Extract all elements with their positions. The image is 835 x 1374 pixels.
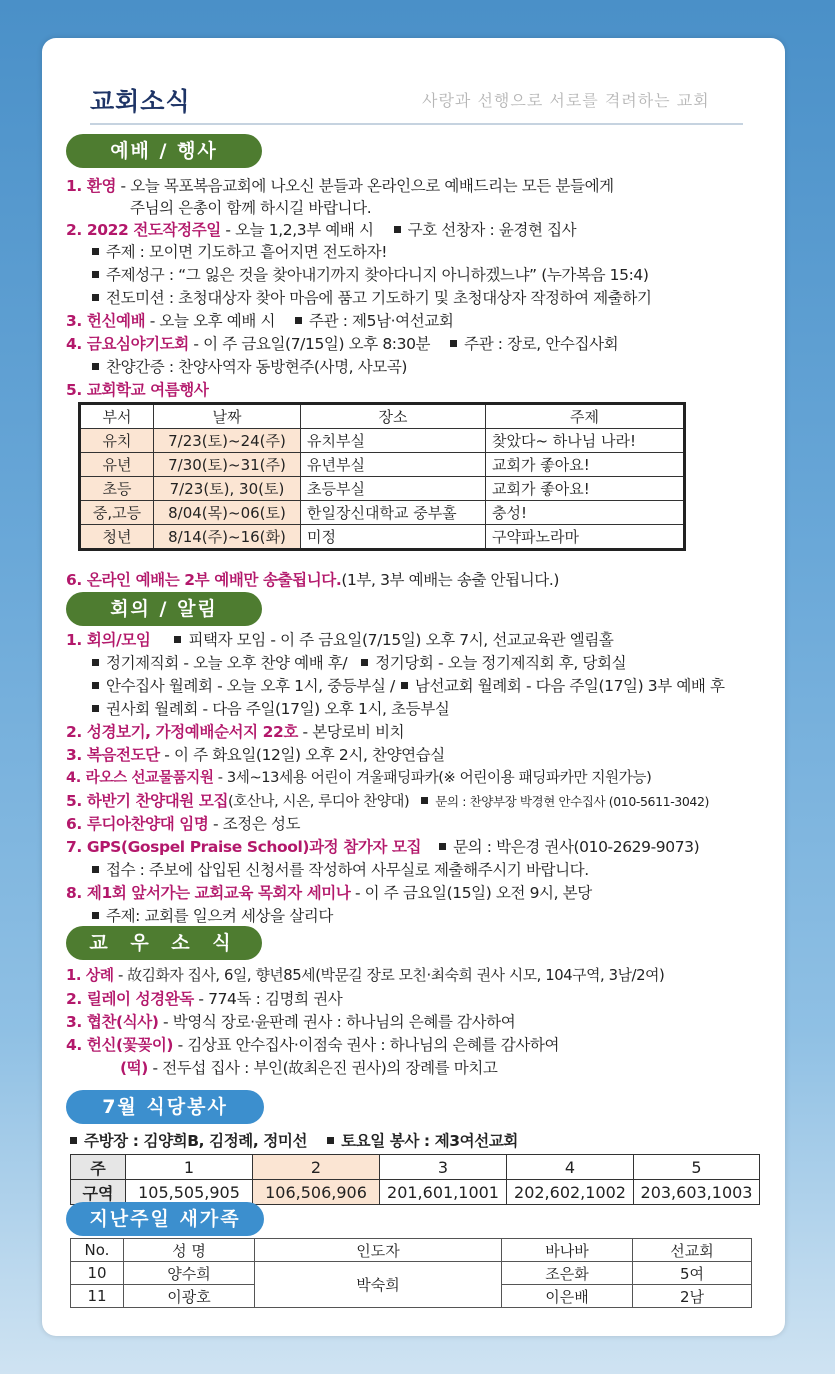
table-cell: 1 — [126, 1155, 253, 1180]
table-cell: 202,602,1002 — [507, 1180, 634, 1205]
table-cell: 이은배 — [502, 1285, 633, 1308]
members-item-2: 2. 릴레이 성경완독 - 774독 : 김명희 권사 — [66, 990, 343, 1008]
table-cell: 구약파노라마 — [486, 525, 685, 550]
table-cell: 교회가 좋아요! — [486, 453, 685, 477]
table-cell: 8/04(목)~06(토) — [154, 501, 301, 525]
table-header: 주제 — [486, 404, 685, 429]
worship-item-5: 5. 교회학교 여름행사 — [66, 381, 209, 399]
members-item-4a: (떡) - 전두섭 집사 : 부인(故최은진 권사)의 장례를 마치고 — [120, 1059, 498, 1077]
table-cell: 유년 — [80, 453, 154, 477]
page-title: 교회소식 — [90, 87, 191, 116]
table-row — [80, 477, 685, 501]
bullet-icon — [401, 682, 408, 689]
meeting-item-7: 7. GPS(Gospel Praise School)과정 참가자 모집 문의 : 박은경 권사(010-2629-9073) — [66, 838, 700, 856]
table-row — [80, 429, 685, 453]
worship-item-3: 3. 헌신예배 - 오늘 오후 예배 시 주관 : 제5남·여선교회 — [66, 312, 454, 330]
worship-item-4: 4. 금요심야기도회 - 이 주 금요일(7/15일) 오후 8:30분 주관 : 장로, 안수집사회 — [66, 335, 619, 353]
meal-schedule-table — [70, 1154, 760, 1205]
table-cell: 교회가 좋아요! — [486, 477, 685, 501]
bullet-icon — [92, 363, 99, 370]
page-subtitle: 사랑과 선행으로 서로를 격려하는 교회 — [422, 91, 710, 110]
new-family-table — [70, 1238, 752, 1308]
section-meal-heading: 7월 식당봉사 — [66, 1090, 264, 1124]
table-cell: 양수희 — [124, 1262, 255, 1285]
table-cell: 203,603,1003 — [634, 1180, 760, 1205]
bullet-icon — [361, 659, 368, 666]
bullet-icon — [92, 271, 99, 278]
table-cell: 이광호 — [124, 1285, 255, 1308]
members-item-4: 4. 헌신(꽃꽂이) - 김상표 안수집사·이점숙 권사 : 하나님의 은혜를 감사하여 — [66, 1036, 560, 1054]
bullet-icon — [92, 866, 99, 873]
table-cell: 조은화 — [502, 1262, 633, 1285]
table-header: 장소 — [301, 404, 486, 429]
table-cell: 청년 — [80, 525, 154, 550]
bullet-icon — [92, 659, 99, 666]
bullet-icon — [327, 1137, 334, 1144]
members-item-1: 1. 상례 - 故김화자 집사, 6일, 향년85세(박문길 장로 모친·최숙희 권사 시모, 104구역, 3남/2여) — [66, 967, 665, 984]
table-cell: 미정 — [301, 525, 486, 550]
meeting-item-5: 5. 하반기 찬양대원 모집(호산나, 시온, 루디아 찬양대) 문의 : 찬양부장 박경현 안수집사 (010-5611-3042) — [66, 792, 709, 810]
table-cell: 7/23(토)~24(주) — [154, 429, 301, 453]
bullet-icon — [174, 636, 181, 643]
meeting-item-1: 1. 회의/모임 피택자 모임 - 이 주 금요일(7/15일) 오후 7시, 선교교육관 엘림홀 — [66, 631, 614, 649]
table-header: No. — [71, 1239, 124, 1262]
meeting-item-1b: 안수집사 월례회 - 오늘 오후 1시, 중등부실 / 남선교회 월례회 - 다음 주일(17일) 3부 예배 후 — [90, 674, 725, 696]
meeting-item-1c: 권사회 월례회 - 다음 주일(17일) 오후 1시, 초등부실 — [90, 697, 449, 719]
bullet-icon — [92, 682, 99, 689]
table-header: 구역 — [71, 1180, 126, 1205]
worship-item-2-theme: 주제 : 모이면 기도하고 흩어지면 전도하자! — [90, 240, 387, 262]
section-newfamily-heading: 지난주일 새가족 — [66, 1202, 264, 1236]
table-cell: 중,고등 — [80, 501, 154, 525]
school-event-table — [78, 402, 686, 551]
bullet-icon — [295, 317, 302, 324]
table-row — [71, 1180, 760, 1205]
table-cell: 유년부실 — [301, 453, 486, 477]
worship-item-1: 1. 환영 - 오늘 목포복음교회에 나오신 분들과 온라인으로 예배드리는 모든 분들에게 — [66, 177, 614, 195]
worship-item-6: 6. 온라인 예배는 2부 예배만 송출됩니다.(1부, 3부 예배는 송출 안됩니다.) — [66, 571, 560, 589]
bullet-icon — [92, 248, 99, 255]
table-row — [80, 453, 685, 477]
members-item-3: 3. 협찬(식사) - 박영식 장로·윤판례 권사 : 하나님의 은혜를 감사하여 — [66, 1013, 516, 1031]
table-cell: 박숙희 — [255, 1262, 502, 1308]
bullet-icon — [450, 340, 457, 347]
table-header-row — [80, 404, 685, 429]
meal-info: 주방장 : 김양희B, 김정례, 정미선 토요일 봉사 : 제3여선교회 — [68, 1129, 518, 1151]
table-cell: 7/23(토), 30(토) — [154, 477, 301, 501]
table-row — [80, 501, 685, 525]
section-members-heading: 교 우 소 식 — [66, 926, 262, 960]
meeting-item-8a: 주제: 교회를 일으켜 세상을 살리다 — [90, 904, 333, 926]
worship-item-1-cont: 주님의 은총이 함께 하시길 바랍니다. — [130, 199, 372, 217]
table-cell: 201,601,1001 — [380, 1180, 507, 1205]
table-cell: 한일장신대학교 중부홀 — [301, 501, 486, 525]
bulletin-card — [42, 38, 785, 1336]
meeting-item-3: 3. 복음전도단 - 이 주 화요일(12일) 오후 2시, 찬양연습실 — [66, 746, 445, 764]
table-cell: 초등부실 — [301, 477, 486, 501]
title-divider — [90, 123, 743, 125]
bullet-icon — [92, 912, 99, 919]
table-cell: 11 — [71, 1285, 124, 1308]
table-header: 날짜 — [154, 404, 301, 429]
worship-item-2: 2. 2022 전도작정주일 - 오늘 1,2,3부 예배 시 구호 선창자 : 윤경현 집사 — [66, 221, 577, 239]
table-cell: 초등 — [80, 477, 154, 501]
table-cell: 유치 — [80, 429, 154, 453]
bullet-icon — [439, 843, 446, 850]
meeting-item-4: 4. 라오스 선교물품지원 - 3세~13세용 어린이 겨울패딩파카(※ 어린이용 패딩파카만 지원가능) — [66, 769, 652, 786]
section-meeting-heading: 회의 / 알림 — [66, 592, 262, 626]
meeting-item-1a: 정기제직회 - 오늘 오후 찬양 예배 후/ 정기당회 - 오늘 정기제직회 후, 당회실 — [90, 651, 626, 673]
table-cell: 10 — [71, 1262, 124, 1285]
table-cell: 4 — [507, 1155, 634, 1180]
table-header: 선교회 — [633, 1239, 752, 1262]
worship-item-2-mission: 전도미션 : 초청대상자 찾아 마음에 품고 기도하기 및 초청대상자 작정하여 제출하기 — [90, 286, 652, 308]
table-row — [71, 1155, 760, 1180]
bullet-icon — [70, 1137, 77, 1144]
bullet-icon — [92, 294, 99, 301]
table-cell: 8/14(주)~16(화) — [154, 525, 301, 550]
table-cell: 5 — [634, 1155, 760, 1180]
table-header: 인도자 — [255, 1239, 502, 1262]
table-header: 부서 — [80, 404, 154, 429]
table-header: 주 — [71, 1155, 126, 1180]
table-cell: 찾았다~ 하나님 나라! — [486, 429, 685, 453]
bullet-icon — [394, 226, 401, 233]
table-cell: 3 — [380, 1155, 507, 1180]
table-cell: 106,506,906 — [253, 1180, 380, 1205]
table-cell: 105,505,905 — [126, 1180, 253, 1205]
table-header-row — [71, 1239, 752, 1262]
table-header: 성 명 — [124, 1239, 255, 1262]
table-cell: 2 — [253, 1155, 380, 1180]
table-row — [71, 1262, 752, 1285]
table-cell: 충성! — [486, 501, 685, 525]
table-cell: 7/30(토)~31(주) — [154, 453, 301, 477]
bullet-icon — [421, 797, 428, 804]
bullet-icon — [92, 705, 99, 712]
meeting-item-6: 6. 루디아찬양대 임명 - 조정은 성도 — [66, 815, 301, 833]
table-row — [80, 525, 685, 550]
section-worship-heading: 예배 / 행사 — [66, 134, 262, 168]
worship-item-4-testimony: 찬양간증 : 찬양사역자 동방현주(사명, 사모곡) — [90, 355, 407, 377]
table-cell: 2남 — [633, 1285, 752, 1308]
meeting-item-8: 8. 제1회 앞서가는 교회교육 목회자 세미나 - 이 주 금요일(15일) 오전 9시, 본당 — [66, 884, 592, 902]
table-cell: 유치부실 — [301, 429, 486, 453]
worship-item-2-verse: 주제성구 : “그 잃은 것을 찾아내기까지 찾아다니지 아니하겠느냐” (누가복음 15:4) — [90, 263, 649, 285]
table-cell: 5여 — [633, 1262, 752, 1285]
table-header: 바나바 — [502, 1239, 633, 1262]
meeting-item-2: 2. 성경보기, 가정예배순서지 22호 - 본당로비 비치 — [66, 723, 405, 741]
meeting-item-7a: 접수 : 주보에 삽입된 신청서를 작성하여 사무실로 제출해주시기 바랍니다. — [90, 858, 589, 880]
